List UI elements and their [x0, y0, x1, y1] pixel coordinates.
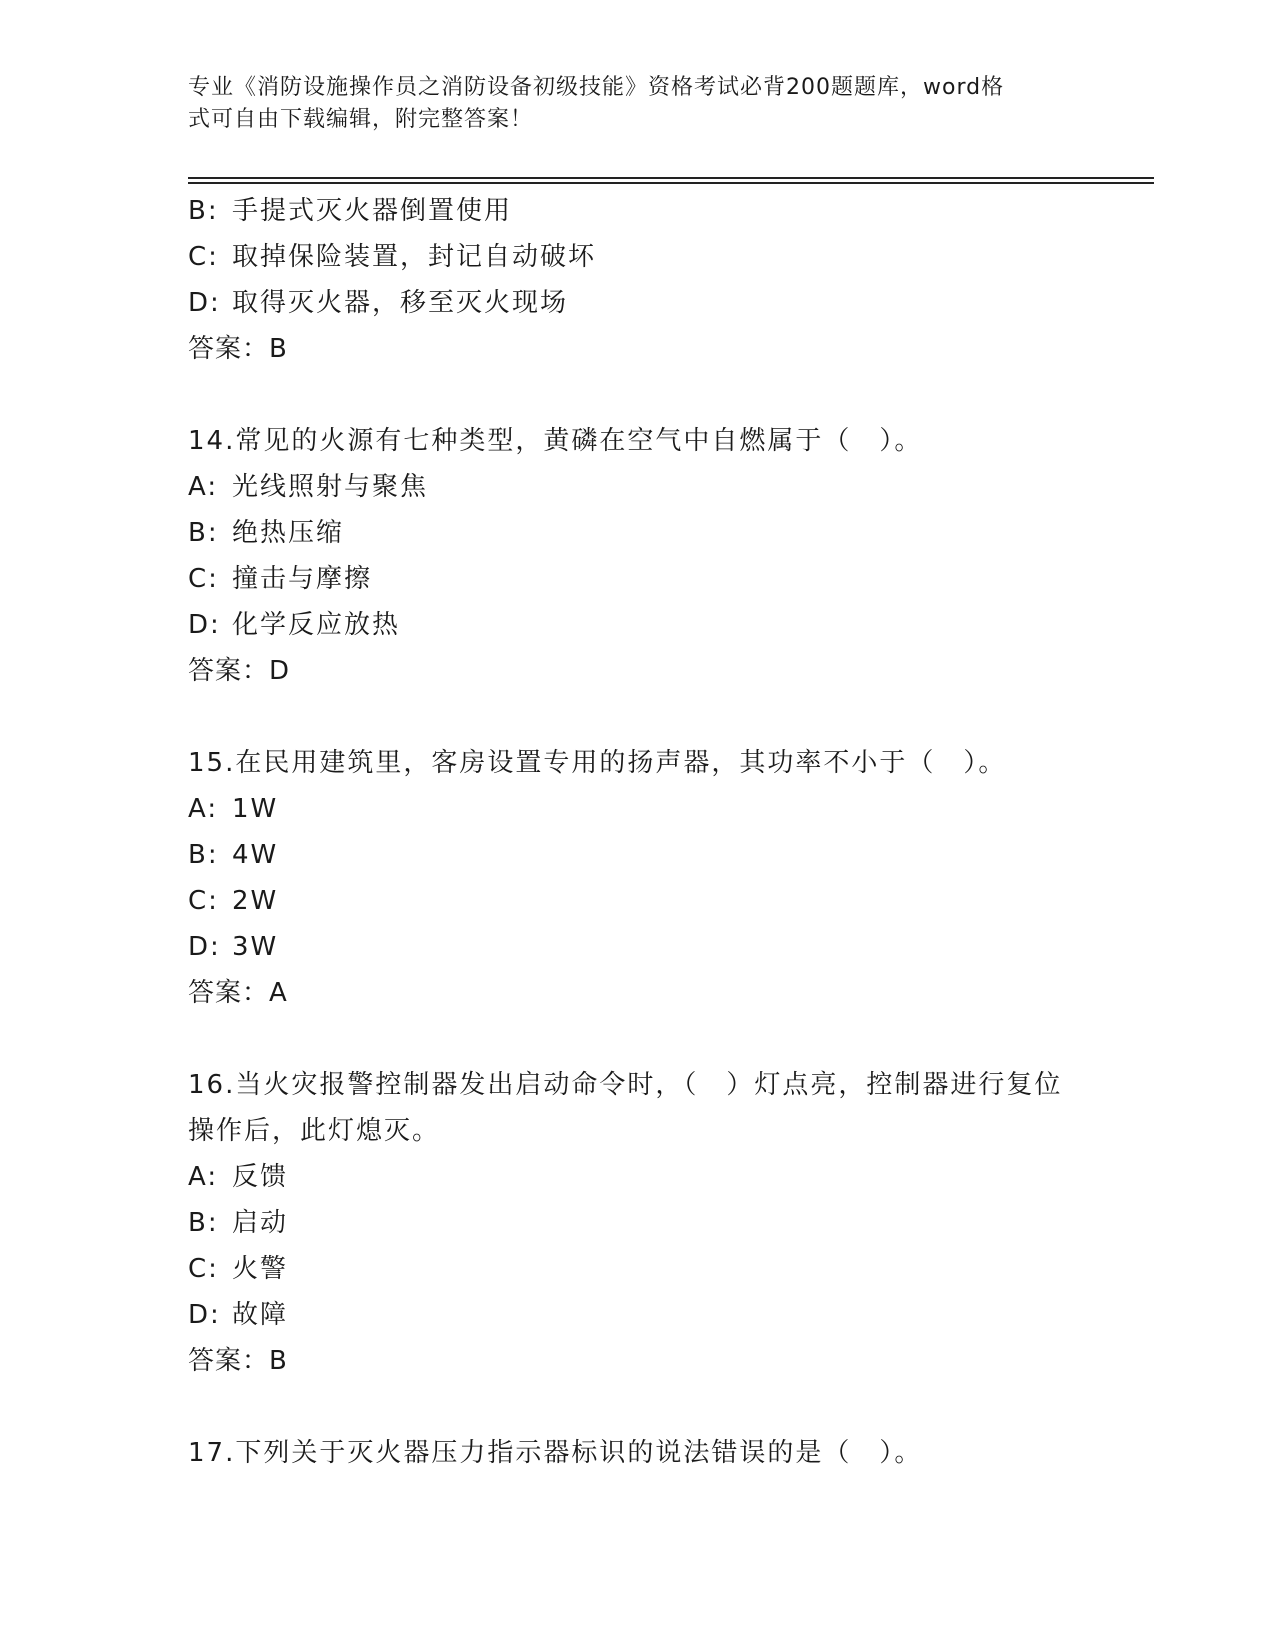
option-text: 绝热压缩 — [232, 518, 345, 548]
option-key: A: — [188, 794, 219, 824]
option-d — [188, 280, 1088, 326]
option-key: A: — [188, 1162, 219, 1192]
option-a — [188, 464, 1088, 510]
option-key: D: — [188, 610, 221, 640]
option-b — [188, 510, 1088, 556]
option-key: D: — [188, 288, 221, 318]
option-key: A: — [188, 472, 219, 502]
option-c — [188, 556, 1088, 602]
header-title-line-1: 专业《消防设施操作员之消防设备初级技能》资格考试必背200题题库，word格 — [188, 75, 1005, 100]
spacer — [188, 694, 1088, 740]
option-b — [188, 832, 1088, 878]
option-text: 故障 — [232, 1300, 289, 1330]
option-key: B: — [188, 518, 219, 548]
option-key: D: — [188, 932, 221, 962]
option-text: 1W — [232, 794, 279, 824]
header-title-line-2: 式可自由下载编辑，附完整答案！ — [188, 107, 534, 132]
option-c — [188, 234, 1088, 280]
option-b — [188, 1200, 1088, 1246]
option-text: 光线照射与聚焦 — [232, 472, 429, 502]
option-key: B: — [188, 840, 219, 870]
question-16 — [188, 1062, 1088, 1384]
spacer — [188, 1016, 1088, 1062]
answer-label: 答案：B — [188, 1346, 288, 1376]
option-key: C: — [188, 564, 219, 594]
option-text: 火警 — [232, 1254, 289, 1284]
question-stem: 16.当火灾报警控制器发出启动命令时，（ ）灯点亮，控制器进行复位操作后，此灯熄灭。 — [188, 1070, 1063, 1146]
question-stem: 17.下列关于灭火器压力指示器标识的说法错误的是（ ）。 — [188, 1438, 923, 1468]
option-text: 4W — [232, 840, 279, 870]
question-stem: 14.常见的火源有七种类型，黄磷在空气中自燃属于（ ）。 — [188, 426, 923, 456]
answer-label: 答案：B — [188, 334, 288, 364]
option-a — [188, 786, 1088, 832]
document-body — [188, 188, 1088, 1476]
question-14 — [188, 418, 1088, 694]
option-text: 启动 — [232, 1208, 289, 1238]
option-key: B: — [188, 196, 219, 226]
answer-label: 答案：A — [188, 978, 288, 1008]
option-text: 手提式灭火器倒置使用 — [232, 196, 513, 226]
option-key: C: — [188, 1254, 219, 1284]
question-17 — [188, 1430, 1088, 1476]
option-c — [188, 1246, 1088, 1292]
document-header — [188, 72, 1068, 136]
spacer — [188, 1384, 1088, 1430]
option-text: 化学反应放热 — [232, 610, 401, 640]
option-key: D: — [188, 1300, 221, 1330]
question-15 — [188, 740, 1088, 1016]
option-text: 取掉保险装置，封记自动破坏 — [232, 242, 597, 272]
option-c — [188, 878, 1088, 924]
option-key: C: — [188, 886, 219, 916]
option-b — [188, 188, 1088, 234]
spacer — [188, 372, 1088, 418]
option-text: 撞击与摩擦 — [232, 564, 373, 594]
option-text: 2W — [232, 886, 279, 916]
option-d — [188, 602, 1088, 648]
option-text: 3W — [232, 932, 279, 962]
option-key: B: — [188, 1208, 219, 1238]
option-d — [188, 924, 1088, 970]
option-text: 反馈 — [232, 1162, 289, 1192]
question-stem: 15.在民用建筑里，客房设置专用的扬声器，其功率不小于（ ）。 — [188, 748, 1007, 778]
answer-label: 答案：D — [188, 656, 291, 686]
option-text: 取得灭火器，移至灭火现场 — [232, 288, 569, 318]
question-13-continued — [188, 188, 1088, 372]
option-d — [188, 1292, 1088, 1338]
header-divider-top — [188, 177, 1154, 179]
header-divider-bottom — [188, 182, 1154, 184]
option-a — [188, 1154, 1088, 1200]
option-key: C: — [188, 242, 219, 272]
